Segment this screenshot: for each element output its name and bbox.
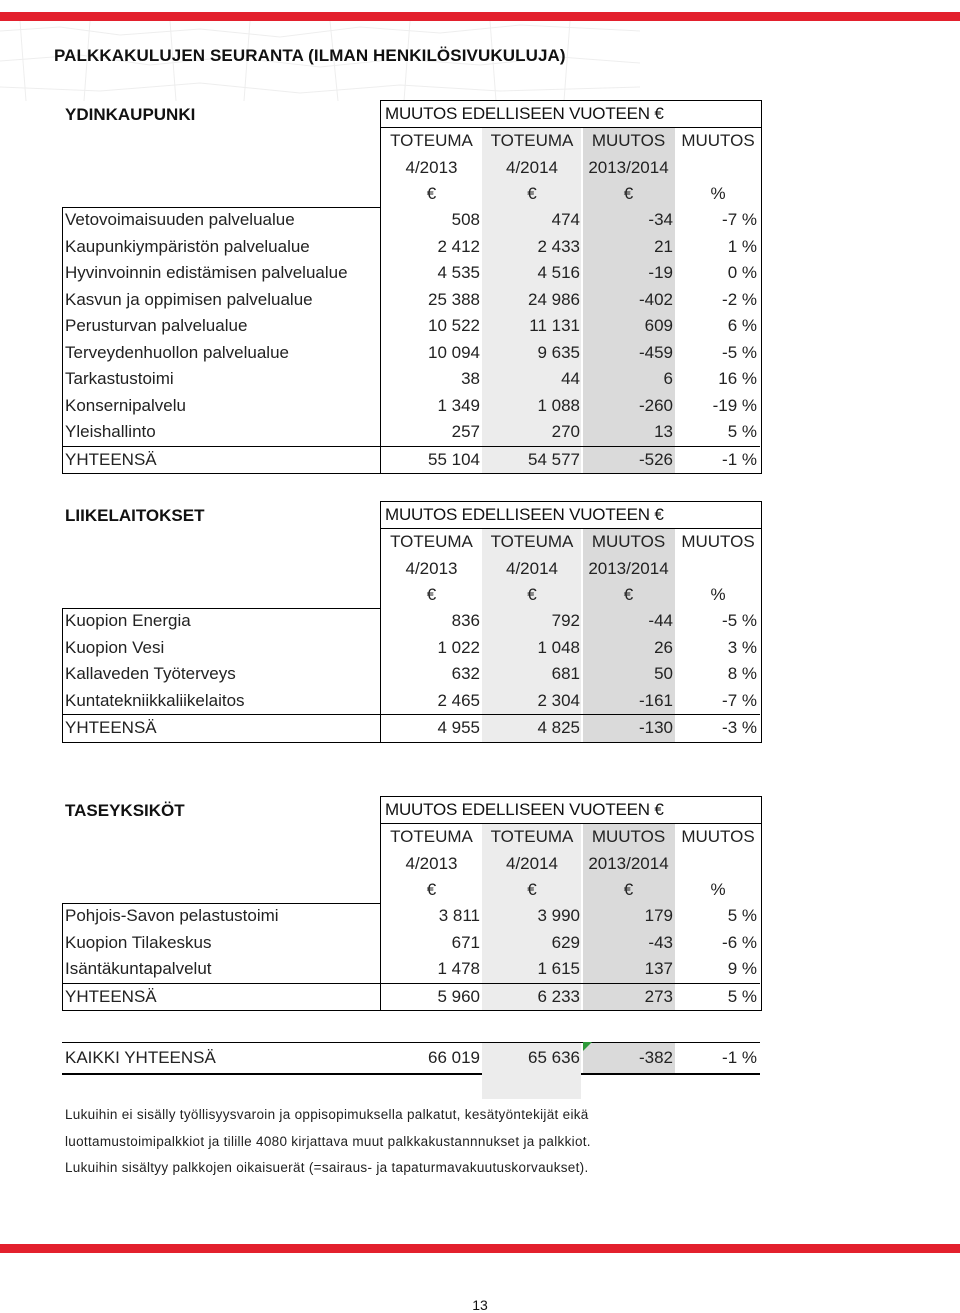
column-shade <box>482 1073 581 1099</box>
cell-pct: -6 % <box>722 932 757 952</box>
cell-t2013: 632 <box>451 664 480 683</box>
total-label: YHTEENSÄ <box>65 449 157 469</box>
column-header-line: 2013/2014 <box>588 157 669 177</box>
grand-total-pct: -1 % <box>722 1048 757 1067</box>
column-header-line: 2013/2014 <box>588 853 669 873</box>
cell-t2013: 10 522 <box>428 316 480 335</box>
column-header-line: MUUTOS <box>591 131 666 150</box>
section-heading: TASEYKSIKÖT <box>65 801 185 820</box>
column-header-line: € <box>623 880 634 899</box>
cell-diff: -402 <box>638 289 673 309</box>
row-label: Kaupunkiympäristön palvelualue <box>65 236 310 256</box>
cell-t2014: 9 635 <box>537 342 580 362</box>
grand-total-diff: -382 <box>638 1048 673 1067</box>
cell-t2013: 25 388 <box>428 289 480 309</box>
cell-diff: 13 <box>654 422 673 441</box>
cell-t2014: 2 433 <box>537 236 580 256</box>
column-header-line: TOTEUMA <box>390 532 473 551</box>
column-header-line <box>675 155 761 182</box>
cell-pct: -5 % <box>722 611 757 630</box>
column-header <box>381 128 482 208</box>
column-header <box>482 128 582 208</box>
column-header <box>675 824 761 904</box>
cell-t2013: 1 349 <box>437 395 480 415</box>
footnote-line: Lukuihin sisältyy palkkojen oikaisuerät (=sairaus- ja tapaturmavakuutuskorvaukset). <box>65 1160 589 1175</box>
column-header-line: 4/2013 <box>405 157 458 177</box>
section-heading: LIIKELAITOKSET <box>65 506 205 525</box>
cell-t2013: 38 <box>461 369 480 388</box>
cell-diff: -44 <box>648 611 673 630</box>
section-table <box>62 796 760 1011</box>
column-header-line: 4/2014 <box>506 157 558 177</box>
column-header-line <box>675 556 761 583</box>
column-header <box>675 128 761 208</box>
cell-diff: -43 <box>648 932 673 952</box>
table-row <box>62 608 760 635</box>
column-header-line: 4/2014 <box>506 558 558 578</box>
total-t2013: 5 960 <box>437 986 480 1006</box>
cell-pct: 9 % <box>727 959 757 978</box>
cell-diff: 50 <box>654 664 673 683</box>
column-header-line: € <box>527 585 537 604</box>
document-title: PALKKAKULUJEN SEURANTA (ILMAN HENKILÖSIVUKULUJA) <box>54 46 566 65</box>
column-header <box>582 529 675 609</box>
column-divider <box>380 796 381 1011</box>
cell-diff: -260 <box>638 395 673 415</box>
total-pct: -3 % <box>722 718 757 737</box>
total-t2013: 55 104 <box>428 449 480 469</box>
cell-t2014: 792 <box>551 611 580 630</box>
cell-pct: 16 % <box>718 369 757 388</box>
column-header-line: % <box>710 585 726 604</box>
cell-diff: -459 <box>638 342 673 362</box>
table-row <box>62 661 760 688</box>
table-row <box>62 366 760 393</box>
row-label: Isäntäkuntapalvelut <box>65 959 212 978</box>
column-header-line: TOTEUMA <box>490 827 574 846</box>
column-divider <box>380 501 381 743</box>
column-header-line: € <box>426 585 437 604</box>
total-pct: -1 % <box>722 449 757 469</box>
table-row <box>62 956 760 983</box>
cell-diff: 21 <box>654 236 673 256</box>
total-t2014: 54 577 <box>528 449 580 469</box>
header-group-title: MUUTOS EDELLISEEN VUOTEEN € <box>381 502 761 529</box>
grand-total-2014: 65 636 <box>528 1048 580 1067</box>
cell-t2014: 681 <box>551 664 580 683</box>
row-label: Konsernipalvelu <box>65 395 186 415</box>
cell-diff: -161 <box>638 690 673 710</box>
total-label: YHTEENSÄ <box>65 718 157 737</box>
table-row <box>62 207 760 234</box>
cell-t2014: 1 615 <box>537 959 580 978</box>
table-row <box>62 635 760 662</box>
column-header-line: MUUTOS <box>681 131 755 150</box>
total-row <box>62 983 760 1012</box>
column-header-line: € <box>426 184 437 203</box>
column-header-line: € <box>527 880 537 899</box>
grand-total-2013: 66 019 <box>428 1048 480 1067</box>
total-diff: -130 <box>638 718 673 737</box>
table-row <box>62 340 760 367</box>
cell-diff: 609 <box>644 316 673 335</box>
column-header <box>582 824 675 904</box>
cell-diff: 137 <box>644 959 673 978</box>
cell-t2013: 836 <box>451 611 480 630</box>
cell-t2014: 44 <box>561 369 580 388</box>
row-label: Hyvinvoinnin edistämisen palvelualue <box>65 263 348 282</box>
cell-t2014: 474 <box>551 210 580 229</box>
footnote-line: luottamustoimipalkkiot ja tilille 4080 kirjattava muut palkkakustannnukset ja palkkiot. <box>65 1133 591 1149</box>
cell-diff: 179 <box>644 906 673 925</box>
column-header-line: MUUTOS <box>681 532 755 551</box>
header-group-title: MUUTOS EDELLISEEN VUOTEEN € <box>381 797 761 824</box>
cell-t2014: 2 304 <box>537 690 580 710</box>
cell-t2014: 1 088 <box>537 395 580 415</box>
column-header-line: 4/2014 <box>506 853 558 873</box>
total-diff: -526 <box>638 449 673 469</box>
cell-pct: 5 % <box>727 422 757 441</box>
column-header <box>381 824 482 904</box>
column-header-line: MUUTOS <box>591 532 666 551</box>
cell-t2014: 11 131 <box>529 316 580 335</box>
column-header-line: € <box>426 880 437 899</box>
total-t2014: 6 233 <box>537 986 580 1006</box>
column-header-line: % <box>710 184 726 203</box>
total-row <box>62 714 760 743</box>
table-row <box>62 260 760 287</box>
column-header-line: 2013/2014 <box>588 558 669 578</box>
total-pct: 5 % <box>727 986 757 1006</box>
cell-t2014: 4 516 <box>537 263 580 282</box>
cell-t2014: 3 990 <box>537 906 580 925</box>
table-row <box>62 287 760 314</box>
cell-pct: 5 % <box>727 906 757 925</box>
column-header <box>482 529 582 609</box>
column-header-line: 4/2013 <box>405 853 458 873</box>
cell-pct: -5 % <box>722 342 757 362</box>
cell-pct: -7 % <box>722 690 757 710</box>
cell-pct: 1 % <box>727 236 757 256</box>
table-row <box>62 313 760 340</box>
row-label: Perusturvan palvelualue <box>65 316 248 335</box>
page-number: 13 <box>472 1297 488 1313</box>
cell-t2014: 629 <box>551 932 580 952</box>
column-header-line: € <box>623 585 634 604</box>
row-label: Terveydenhuollon palvelualue <box>65 342 289 362</box>
column-header-line: MUUTOS <box>591 827 666 846</box>
cell-t2014: 24 986 <box>528 289 580 309</box>
column-header-line: TOTEUMA <box>390 827 473 846</box>
column-header <box>482 824 582 904</box>
total-row <box>62 446 760 475</box>
cell-pct: -19 % <box>712 395 757 415</box>
row-label: Yleishallinto <box>65 422 156 441</box>
column-header-line: 4/2013 <box>405 558 458 578</box>
row-label: Kuntatekniikkaliikelaitos <box>65 690 245 710</box>
row-label: Tarkastustoimi <box>65 369 174 388</box>
total-t2014: 4 825 <box>537 718 580 737</box>
cell-pct: 0 % <box>727 263 757 282</box>
cell-t2013: 671 <box>451 932 480 952</box>
column-header-line: % <box>710 880 726 899</box>
cell-diff: 6 <box>663 369 673 388</box>
row-label: Kuopion Vesi <box>65 637 165 657</box>
total-label: YHTEENSÄ <box>65 986 157 1006</box>
cell-diff: 26 <box>654 637 673 657</box>
cell-t2013: 257 <box>451 422 480 441</box>
cell-t2013: 2 465 <box>437 690 480 710</box>
cell-pct: 8 % <box>727 664 757 683</box>
cell-t2013: 4 535 <box>437 263 480 282</box>
table-row <box>62 930 760 957</box>
section-table <box>62 100 760 474</box>
table-row <box>62 903 760 930</box>
table-row <box>62 688 760 715</box>
row-label: Kasvun ja oppimisen palvelualue <box>65 289 313 309</box>
section-heading: YDINKAUPUNKI <box>65 105 196 124</box>
cell-pct: -7 % <box>722 210 757 229</box>
cell-t2013: 1 022 <box>437 637 480 657</box>
header-group-title: MUUTOS EDELLISEEN VUOTEEN € <box>381 101 761 128</box>
row-label: Pohjois-Savon pelastustoimi <box>65 906 279 925</box>
grand-total-label: KAIKKI YHTEENSÄ <box>65 1048 216 1067</box>
total-diff: 273 <box>644 986 673 1006</box>
cell-pct: 3 % <box>727 637 757 657</box>
table-row <box>62 419 760 446</box>
column-header-line: € <box>623 184 634 203</box>
column-header <box>582 128 675 208</box>
cell-diff: -19 <box>648 263 673 282</box>
row-label: Kuopion Tilakeskus <box>65 932 212 952</box>
cell-t2013: 2 412 <box>437 236 480 256</box>
cell-pct: -2 % <box>722 289 757 309</box>
column-header-line: TOTEUMA <box>490 532 574 551</box>
cell-t2013: 1 478 <box>437 959 480 978</box>
row-label: Kallaveden Työterveys <box>65 664 236 683</box>
cell-t2014: 1 048 <box>537 637 580 657</box>
column-header-line: TOTEUMA <box>390 131 473 150</box>
cell-t2013: 10 094 <box>428 342 480 362</box>
table-row <box>62 234 760 261</box>
row-label: Vetovoimaisuuden palvelualue <box>65 210 295 229</box>
grand-total-row <box>62 1042 760 1075</box>
cell-t2013: 3 811 <box>438 906 480 925</box>
cell-pct: 6 % <box>727 316 757 335</box>
total-t2013: 4 955 <box>437 718 480 737</box>
column-header-line: € <box>527 184 537 203</box>
footnotes <box>65 1102 591 1182</box>
footnote-line: Lukuihin ei sisälly työllisyysvaroin ja oppisopimuksella palkatut, kesätyöntekijät eikä <box>65 1107 589 1122</box>
bottom-accent-bar <box>0 1244 960 1253</box>
column-header-line <box>675 851 761 878</box>
table-row <box>62 393 760 420</box>
column-header-line: MUUTOS <box>681 827 755 846</box>
column-divider <box>380 100 381 474</box>
cell-t2013: 508 <box>451 210 480 229</box>
top-accent-bar <box>0 12 960 21</box>
column-header-line: TOTEUMA <box>490 131 574 150</box>
column-header <box>381 529 482 609</box>
cell-diff: -34 <box>648 210 673 229</box>
row-label: Kuopion Energia <box>65 611 191 630</box>
column-header <box>675 529 761 609</box>
cell-t2014: 270 <box>551 422 580 441</box>
section-table <box>62 501 760 743</box>
